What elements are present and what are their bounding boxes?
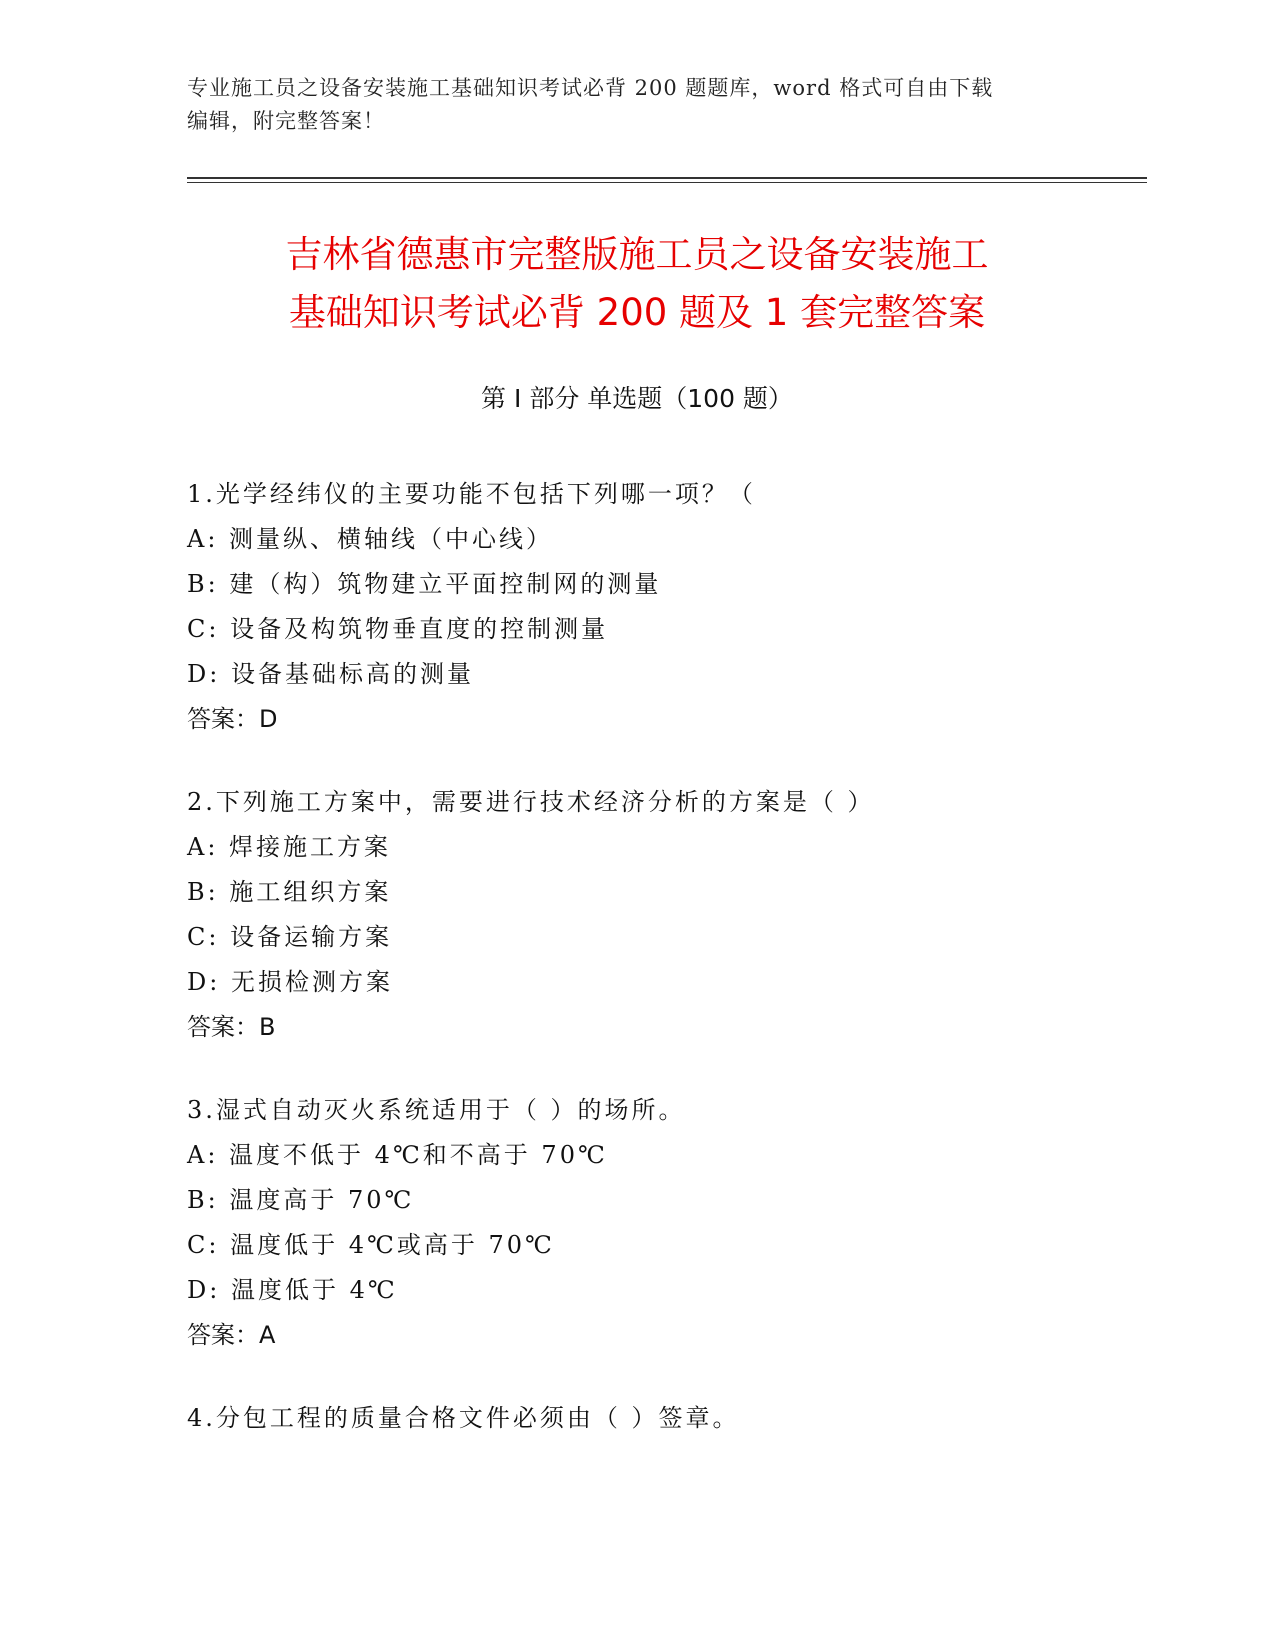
option-d: D: 设备基础标高的测量	[187, 660, 474, 688]
option-a: A: 测量纵、横轴线（中心线）	[187, 525, 554, 553]
option-b: B: 建（构）筑物建立平面控制网的测量	[187, 570, 662, 598]
question-stem: 1.光学经纬仪的主要功能不包括下列哪一项？（	[187, 480, 756, 508]
answer-line: 答案：B	[187, 1013, 276, 1041]
header-note-line-1: 专业施工员之设备安装施工基础知识考试必背 200 题题库，word 格式可自由下载	[187, 76, 994, 100]
document-title	[187, 226, 1087, 342]
option-b: B: 施工组织方案	[187, 878, 392, 906]
option-d: D: 温度低于 4℃	[187, 1276, 398, 1304]
document-title-line-1: 吉林省德惠市完整版施工员之设备安装施工	[285, 233, 989, 276]
header-note-line-2: 编辑，附完整答案！	[187, 109, 385, 133]
option-a: A: 温度不低于 4℃和不高于 70℃	[187, 1141, 608, 1169]
option-a: A: 焊接施工方案	[187, 833, 392, 861]
answer-line: 答案：D	[187, 705, 278, 733]
header-divider-thick	[187, 177, 1147, 179]
question-4	[187, 1396, 1087, 1441]
option-c: C: 设备运输方案	[187, 923, 393, 951]
question-list	[187, 472, 1087, 1479]
section-title: 第 I 部分 单选题（100 题）	[481, 384, 793, 413]
header-divider-thin	[187, 182, 1147, 183]
question-stem: 4.分包工程的质量合格文件必须由（ ）签章。	[187, 1404, 740, 1432]
option-c: C: 设备及构筑物垂直度的控制测量	[187, 615, 609, 643]
question-1	[187, 472, 1087, 742]
question-stem: 2.下列施工方案中，需要进行技术经济分析的方案是（ ）	[187, 788, 875, 816]
document-title-line-2: 基础知识考试必背 200 题及 1 套完整答案	[288, 291, 986, 334]
option-d: D: 无损检测方案	[187, 968, 393, 996]
question-2	[187, 780, 1087, 1050]
question-3	[187, 1088, 1087, 1358]
header-note	[187, 72, 1087, 138]
option-b: B: 温度高于 70℃	[187, 1186, 415, 1214]
question-stem: 3.湿式自动灭火系统适用于（ ）的场所。	[187, 1096, 686, 1124]
option-c: C: 温度低于 4℃或高于 70℃	[187, 1231, 555, 1259]
answer-line: 答案：A	[187, 1321, 276, 1349]
